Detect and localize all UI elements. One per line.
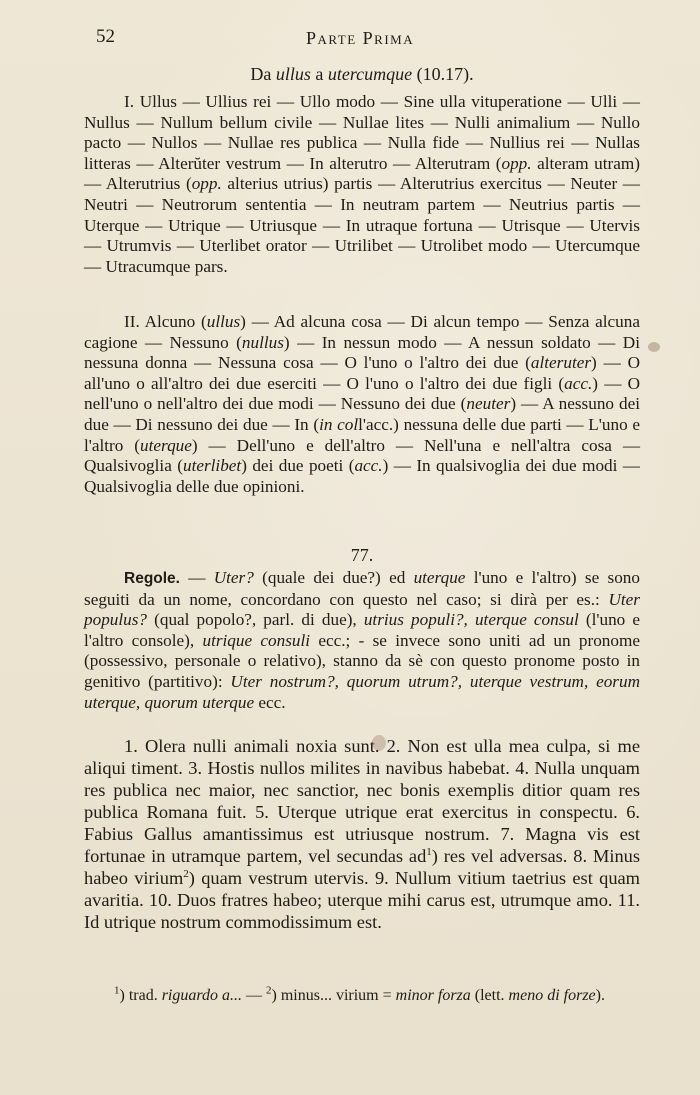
page-number: 52 <box>96 26 115 47</box>
page-header <box>96 26 628 50</box>
section-number: 77. <box>350 545 374 565</box>
footnote-text: $^1$) trad. riguardo a... — $^2$) minus... virium = minor forza (lett. meno di forze). <box>114 984 605 1004</box>
rules-label: Regole. <box>124 570 180 587</box>
running-head: Parte Prima <box>306 28 415 48</box>
rules-text: Regole. — Uter? (quale dei due?) ed uterque l'uno e l'altro) se sono seguiti da un nome, concordano con questo nel caso; si dirà per es.: Uter populus? (qual popolo?, parl. di due), utrius populi?, uterque consul (l'uno e l'altro console), utrique consuli ecc.; - se invece sono uniti ad un pronome (possessivo, personale o relativo), stanno da sè con questo pronome posto in genitivo (partitivo): Uter nostrum?, quorum utrum?, uterque vestrum, eorum uterque, quorum uterque ecc. <box>84 568 640 712</box>
section-one <box>84 92 640 277</box>
section-two <box>84 312 640 497</box>
rules-paragraph <box>84 568 640 713</box>
exercises-text: 1. Olera nulli animali noxia sunt. 2. Non est ulla mea culpa, si me aliqui timent. 3. Hostis nullos milites in navibus habebat. 4. Nulla unquam res publica nec maior, nec sanctior, nec bonis exemplis ditior quam res publica Romana fuit. 5. Uterque utrique erat exercitus in conspectu. 6. Fabius Gallus amantissimus est utriusque nostrum. 7. Magna vis est fortunae in utramque partem, vel secundas $ad^1$) res vel adversas. 8. Minus habeo virium$^2$) quam vestrum utervis. 9. Nullum vitium taetrius est quam avaritia. 10. Duos fratres habeo; uterque mihi carus est, utrumque amo. 11. Id utrique nostrum commodissimum est. <box>84 736 640 932</box>
section-two-text: II. Alcuno (ullus) — Ad alcuna cosa — Di alcun tempo — Senza alcuna cagione — Nessuno (nullus) — In nessun modo — A nessun soldato — Di nessuna donna — Nessuna cosa — O l'uno o l'altro dei due (alteruter) — O all'uno o all'altro dei due eserciti — O l'uno o l'altro dei due figli (acc.) — O nell'uno o nell'altro dei due modi — Nessuno dei due (neuter) — A nessuno dei due — Di nessuno dei due — In (in coll'acc.) nessuna delle due parti — L'uno e l'altro (uterque) — Dell'uno e dell'altro — Nell'una e nell'altra cosa — Qualsivoglia (uterlibet) dei due poeti (acc.) — In qualsivoglia dei due modi — Qualsivoglia delle due opinioni. <box>84 312 641 496</box>
exercises <box>84 735 640 933</box>
paper-stain <box>648 342 660 352</box>
section-one-text: I. Ullus — Ullius rei — Ullo modo — Sine ulla vituperatione — Ulli — Nullus — Nullum bellum civile — Nullae lites — Nulli animalium — Nullo pacto — Nullos — Nullae res publica — Nulla fide — Nullius rei — Nullas litteras — Alterŭter vestrum — In alterutro — Alterutram (opp. alteram utram) — Alterutrius (opp. alterius utrius) partis — Alterutrius exercitus — Neuter — Neutri — Neutrorum sententia — In neutram partem — Neutrius partis — Uterque — Utrique — Utriusque — In utraque fortuna — Utrisque — Utervis — Utrumvis — Uterlibet orator — Utrilibet — Utrolibet modo — Utercumque — Utracumque pars. <box>84 92 640 276</box>
footnotes <box>84 986 640 1005</box>
paper-stain <box>372 735 386 751</box>
exercise-title: Da ullus a utercumque (10.17). <box>250 64 474 84</box>
